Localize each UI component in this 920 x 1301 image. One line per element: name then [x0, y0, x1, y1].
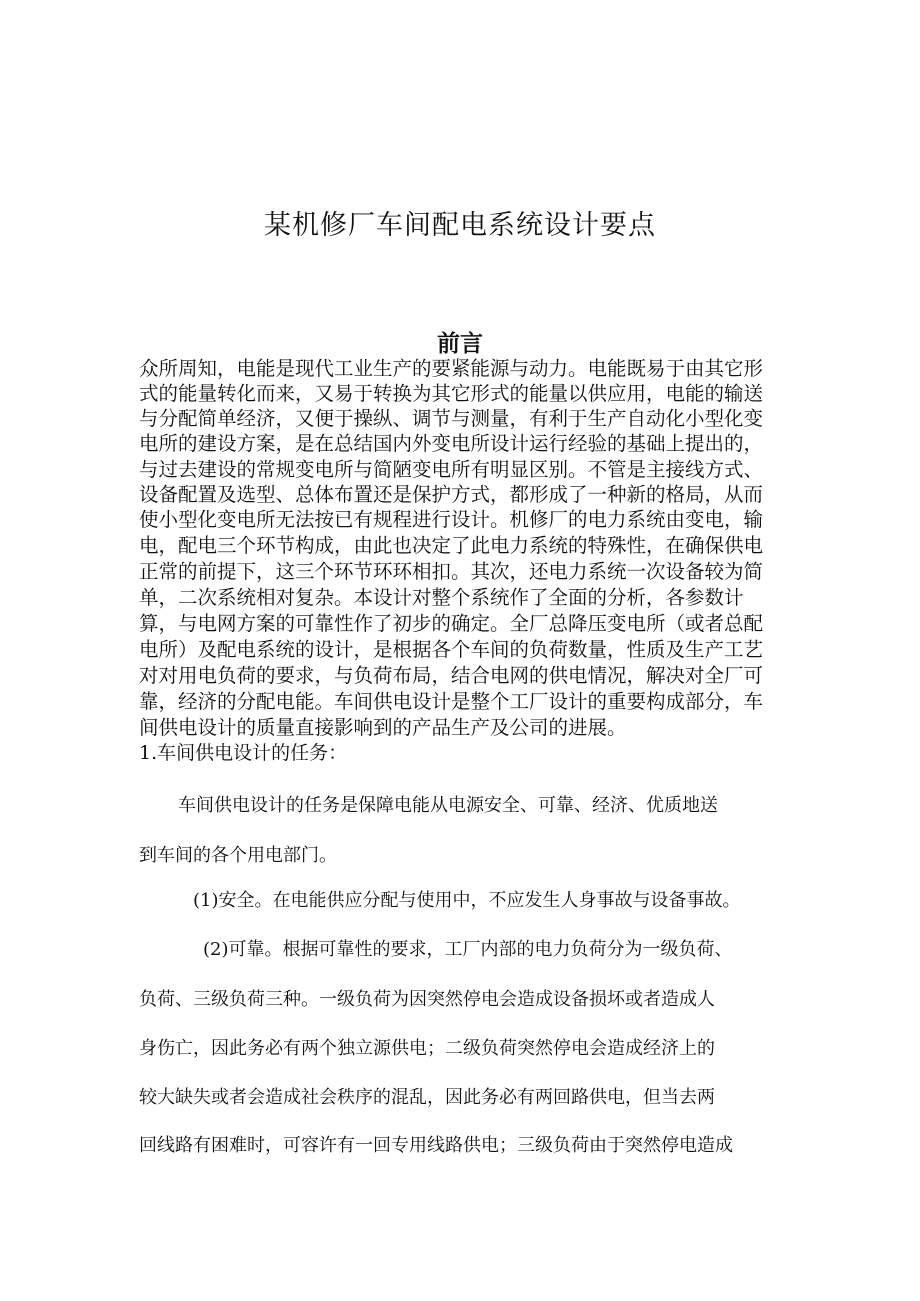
intro-line: 设备配置及选型、总体布置还是保护方式，都形成了一种新的格局，从而: [139, 483, 764, 506]
body-line: 较大缺失或者会造成社会秩序的混乱，因此务必有两回路供电，但当去两: [139, 1087, 715, 1108]
document-title: 某机修厂车间配电系统设计要点: [264, 210, 656, 241]
intro-line: 对对用电负荷的要求，与负荷布局，结合电网的供电情况，解决对全厂可: [139, 664, 764, 687]
intro-line: 电所的建设方案，是在总结国内外变电所设计运行经验的基础上提出的，: [139, 432, 764, 455]
body-line: 回线路有困难时，可容许有一回专用线路供电；三级负荷由于突然停电造成: [139, 1135, 733, 1156]
intro-line: 与分配简单经济，又便于操纵、调节与测量，有利于生产自动化小型化变: [139, 407, 764, 430]
intro-line: 电，配电三个环节构成，由此也决定了此电力系统的特殊性，在确保供电: [139, 534, 764, 557]
list-item-safety: (1)安全。在电能供应分配与使用中，不应发生人身事故与设备事故。: [193, 890, 741, 911]
intro-line: 靠，经济的分配电能。车间供电设计是整个工厂设计的重要构成部分，车: [139, 690, 764, 713]
intro-line: 式的能量转化而来，又易于转换为其它形式的能量以供应用，电能的输送: [139, 382, 764, 405]
intro-line: 正常的前提下，这三个环节环环相扣。其次，还电力系统一次设备较为简: [139, 560, 764, 583]
list-item-reliability: (2)可靠。根据可靠性的要求，工厂内部的电力负荷分为一级负荷、: [203, 939, 733, 960]
intro-line: 间供电设计的质量直接影响到的产品生产及公司的进展。: [139, 716, 627, 739]
intro-line: 算，与电网方案的可靠性作了初步的确定。全厂总降压变电所（或者总配: [139, 612, 764, 635]
section-heading-preface: 前言: [437, 331, 483, 357]
intro-line: 使小型化变电所无法按已有规程进行设计。机修厂的电力系统由变电，输: [139, 508, 764, 531]
intro-line: 电所）及配电系统的设计，是根据各个车间的负荷数量，性质及生产工艺: [139, 638, 764, 661]
section-heading-task: 1.车间供电设计的任务：: [139, 742, 348, 764]
intro-line: 单，二次系统相对复杂。本设计对整个系统作了全面的分析，各参数计: [139, 586, 744, 609]
body-line: 到车间的各个用电部门。: [139, 845, 337, 866]
body-line: 车间供电设计的任务是保障电能从电源安全、可靠、经济、优质地送: [178, 795, 718, 816]
intro-line: 与过去建设的常规变电所与简陋变电所有明显区别。不管是主接线方式、: [139, 458, 764, 481]
body-line: 身伤亡，因此务必有两个独立源供电；二级负荷突然停电会造成经济上的: [139, 1038, 715, 1059]
body-line: 负荷、三级负荷三种。一级负荷为因突然停电会造成设备损坏或者造成人: [139, 989, 715, 1010]
intro-line: 众所周知，电能是现代工业生产的要紧能源与动力。电能既易于由其它形: [139, 357, 764, 380]
